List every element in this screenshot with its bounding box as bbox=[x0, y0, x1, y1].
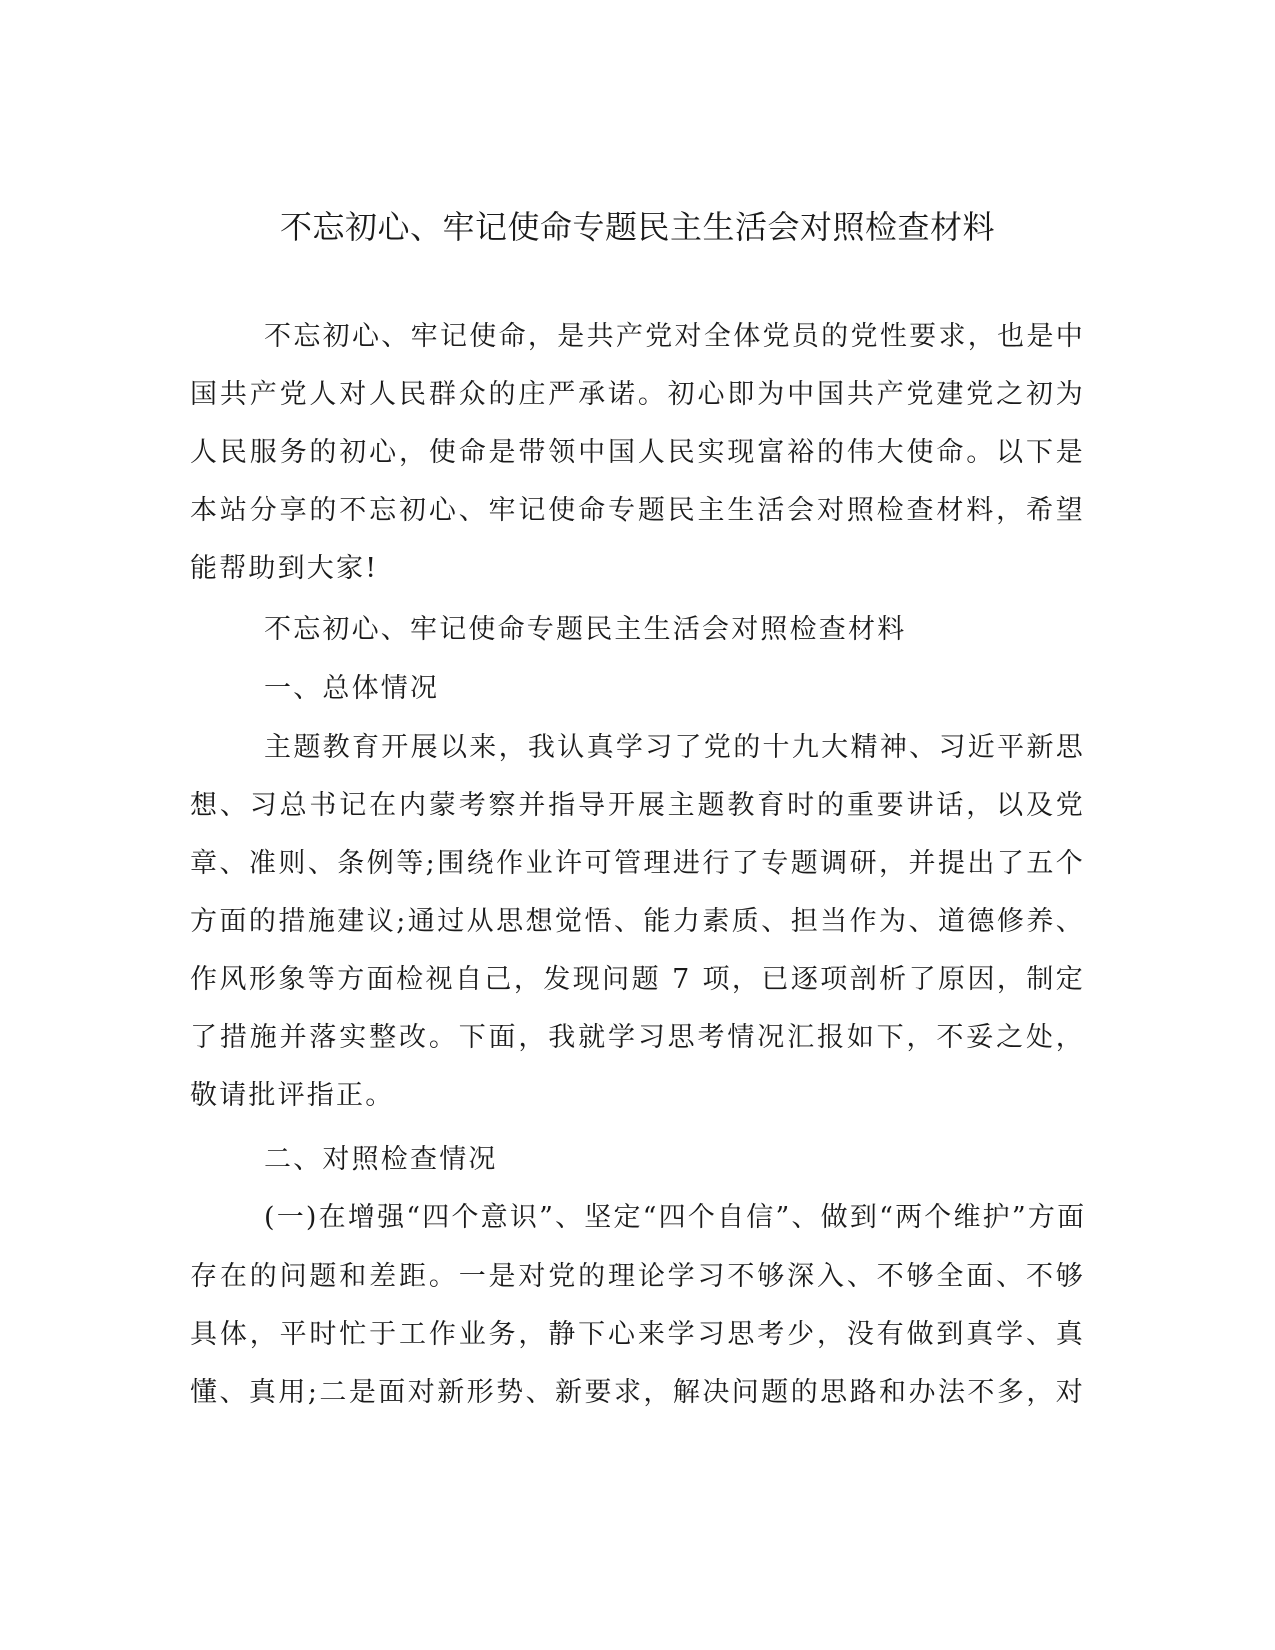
paragraph-line: 人民服务的初心，使命是带领中国人民实现富裕的伟大使命。以下是 bbox=[190, 437, 1085, 468]
paragraph-line: 了措施并落实整改。下面，我就学习思考情况汇报如下，不妥之处， bbox=[190, 1022, 1085, 1053]
paragraph-line: 作风形象等方面检视自己，发现问题 7 项，已逐项剖析了原因，制定 bbox=[190, 964, 1085, 995]
paragraph-line: 具体，平时忙于工作业务，静下心来学习思考少，没有做到真学、真 bbox=[190, 1319, 1085, 1350]
section-heading: 不忘初心、牢记使命专题民主生活会对照检查材料 bbox=[264, 614, 907, 645]
document-title: 不忘初心、牢记使命专题民主生活会对照检查材料 bbox=[279, 208, 995, 246]
paragraph-line: 不忘初心、牢记使命，是共产党对全体党员的党性要求，也是中 bbox=[264, 321, 1085, 352]
section-heading: 一、总体情况 bbox=[264, 673, 440, 704]
paragraph-line: 懂、真用;二是面对新形势、新要求，解决问题的思路和办法不多，对 bbox=[190, 1377, 1085, 1408]
paragraph-line: 章、准则、条例等;围绕作业许可管理进行了专题调研，并提出了五个 bbox=[190, 848, 1085, 879]
paragraph-line: 主题教育开展以来，我认真学习了党的十九大精神、习近平新思 bbox=[264, 732, 1085, 763]
paragraph-line: 国共产党人对人民群众的庄严承诺。初心即为中国共产党建党之初为 bbox=[190, 379, 1085, 410]
paragraph-line: 能帮助到大家! bbox=[190, 553, 379, 584]
paragraph-line: 本站分享的不忘初心、牢记使命专题民主生活会对照检查材料，希望 bbox=[190, 495, 1085, 526]
section-heading: 二、对照检查情况 bbox=[264, 1144, 498, 1175]
paragraph-line: 存在的问题和差距。一是对党的理论学习不够深入、不够全面、不够 bbox=[190, 1261, 1085, 1292]
paragraph-line: 想、习总书记在内蒙考察并指导开展主题教育时的重要讲话，以及党 bbox=[190, 790, 1085, 821]
paragraph-line: (一)在增强“四个意识”、坚定“四个自信”、做到“两个维护”方面 bbox=[264, 1202, 1087, 1233]
paragraph-line: 敬请批评指正。 bbox=[190, 1080, 395, 1111]
paragraph-line: 方面的措施建议;通过从思想觉悟、能力素质、担当作为、道德修养、 bbox=[190, 906, 1085, 937]
